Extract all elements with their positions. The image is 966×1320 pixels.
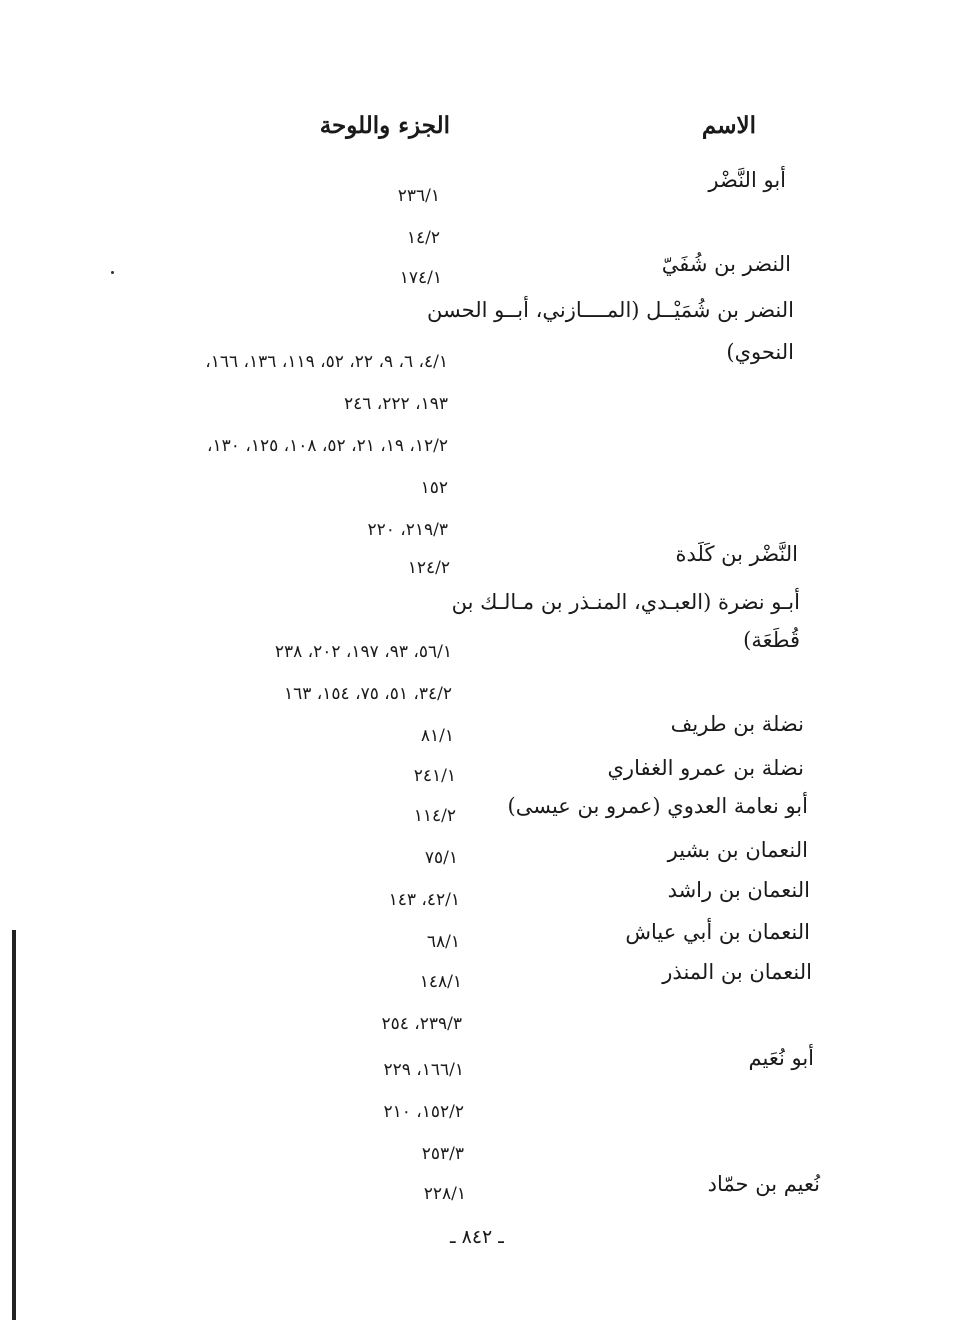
index-entry-ref: ٢٣٦/١ (397, 186, 440, 206)
index-entry-ref: ١٩٣، ٢٢٢، ٢٤٦ (344, 394, 448, 414)
index-entry-ref: ١١٤/٢ (413, 806, 456, 826)
index-entry-ref: ١٢/٢، ١٩، ٢١، ٥٢، ١٠٨، ١٢٥، ١٣٠، (207, 436, 448, 456)
index-entry-ref: ١٤/٢ (406, 228, 440, 248)
index-entry-ref: ١٢٤/٢ (407, 558, 450, 578)
index-entry-ref: ١٥٢ (420, 478, 448, 498)
index-entry-name: النعمان بن المنذر (662, 960, 812, 984)
column-header-name: الاسم (701, 112, 756, 139)
index-entry-ref: ٢٤١/١ (413, 766, 456, 786)
index-entry-name: النعمان بن بشير (667, 838, 808, 862)
index-entry-name: أبو النَّضْر (708, 168, 786, 192)
index-entry-name: نضلة بن عمرو الغفاري (607, 756, 804, 780)
column-header-volume-plate: الجزء واللوحة (319, 112, 450, 139)
index-entry-ref: ٢١٩/٣، ٢٢٠ (367, 520, 448, 540)
index-entry-name: نضلة بن طريف (670, 712, 804, 736)
index-entry-ref: ٧٥/١ (424, 848, 458, 868)
index-entry-name: النضر بن شُفَيّ (661, 252, 791, 276)
index-entry-ref: ٤/١، ٦، ٩، ٢٢، ٥٢، ١١٩، ١٣٦، ١٦٦، (205, 352, 448, 372)
index-entry-ref: ٢٥٣/٣ (421, 1144, 464, 1164)
index-entry-name: النَّضْر بن كَلَدة (675, 542, 798, 566)
index-entry-name: النضر بن شُمَيْــل (المــــازني، أبــو الحسن (426, 298, 794, 322)
index-entry-ref: ٢٢٨/١ (423, 1184, 466, 1204)
index-entry-name-continued: النحوي) (726, 340, 794, 364)
page-number-text: ـ ٨٤٢ ـ (450, 1226, 504, 1248)
index-entry-ref: ١٤٨/١ (419, 972, 462, 992)
index-entry-ref: ١٧٤/١ (399, 268, 442, 288)
index-entry-ref: ٤٢/١، ١٤٣ (388, 890, 460, 910)
index-entry-name: النعمان بن راشد (667, 878, 810, 902)
index-entry-ref: ٢٣٩/٣، ٢٥٤ (381, 1014, 462, 1034)
index-entry-name: أبو نعامة العدوي (عمرو بن عيسى) (507, 794, 808, 818)
scan-edge-line (12, 930, 16, 1320)
index-entry-ref: ١٥٢/٢، ٢١٠ (383, 1102, 464, 1122)
index-entry-name: النعمان بن أبي عياش (625, 920, 810, 944)
index-entry-name: أبـو نضرة (العبـدي، المنـذر بن مـالـك بن (451, 590, 800, 614)
index-entry-ref: ٥٦/١، ٩٣، ١٩٧، ٢٠٢، ٢٣٨ (274, 642, 452, 662)
scan-speck (111, 271, 114, 274)
index-entry-name: أبو نُعَيم (748, 1046, 814, 1070)
index-entry-ref: ٣٤/٢، ٥١، ٧٥، ١٥٤، ١٦٣ (283, 684, 452, 704)
index-entry-ref: ١٦٦/١، ٢٢٩ (383, 1060, 464, 1080)
index-entry-ref: ٨١/١ (420, 726, 454, 746)
index-entry-ref: ٦٨/١ (426, 932, 460, 952)
index-entry-name: نُعيم بن حمّاد (707, 1172, 820, 1196)
index-entry-name-continued: قُطَعَة) (743, 628, 800, 652)
